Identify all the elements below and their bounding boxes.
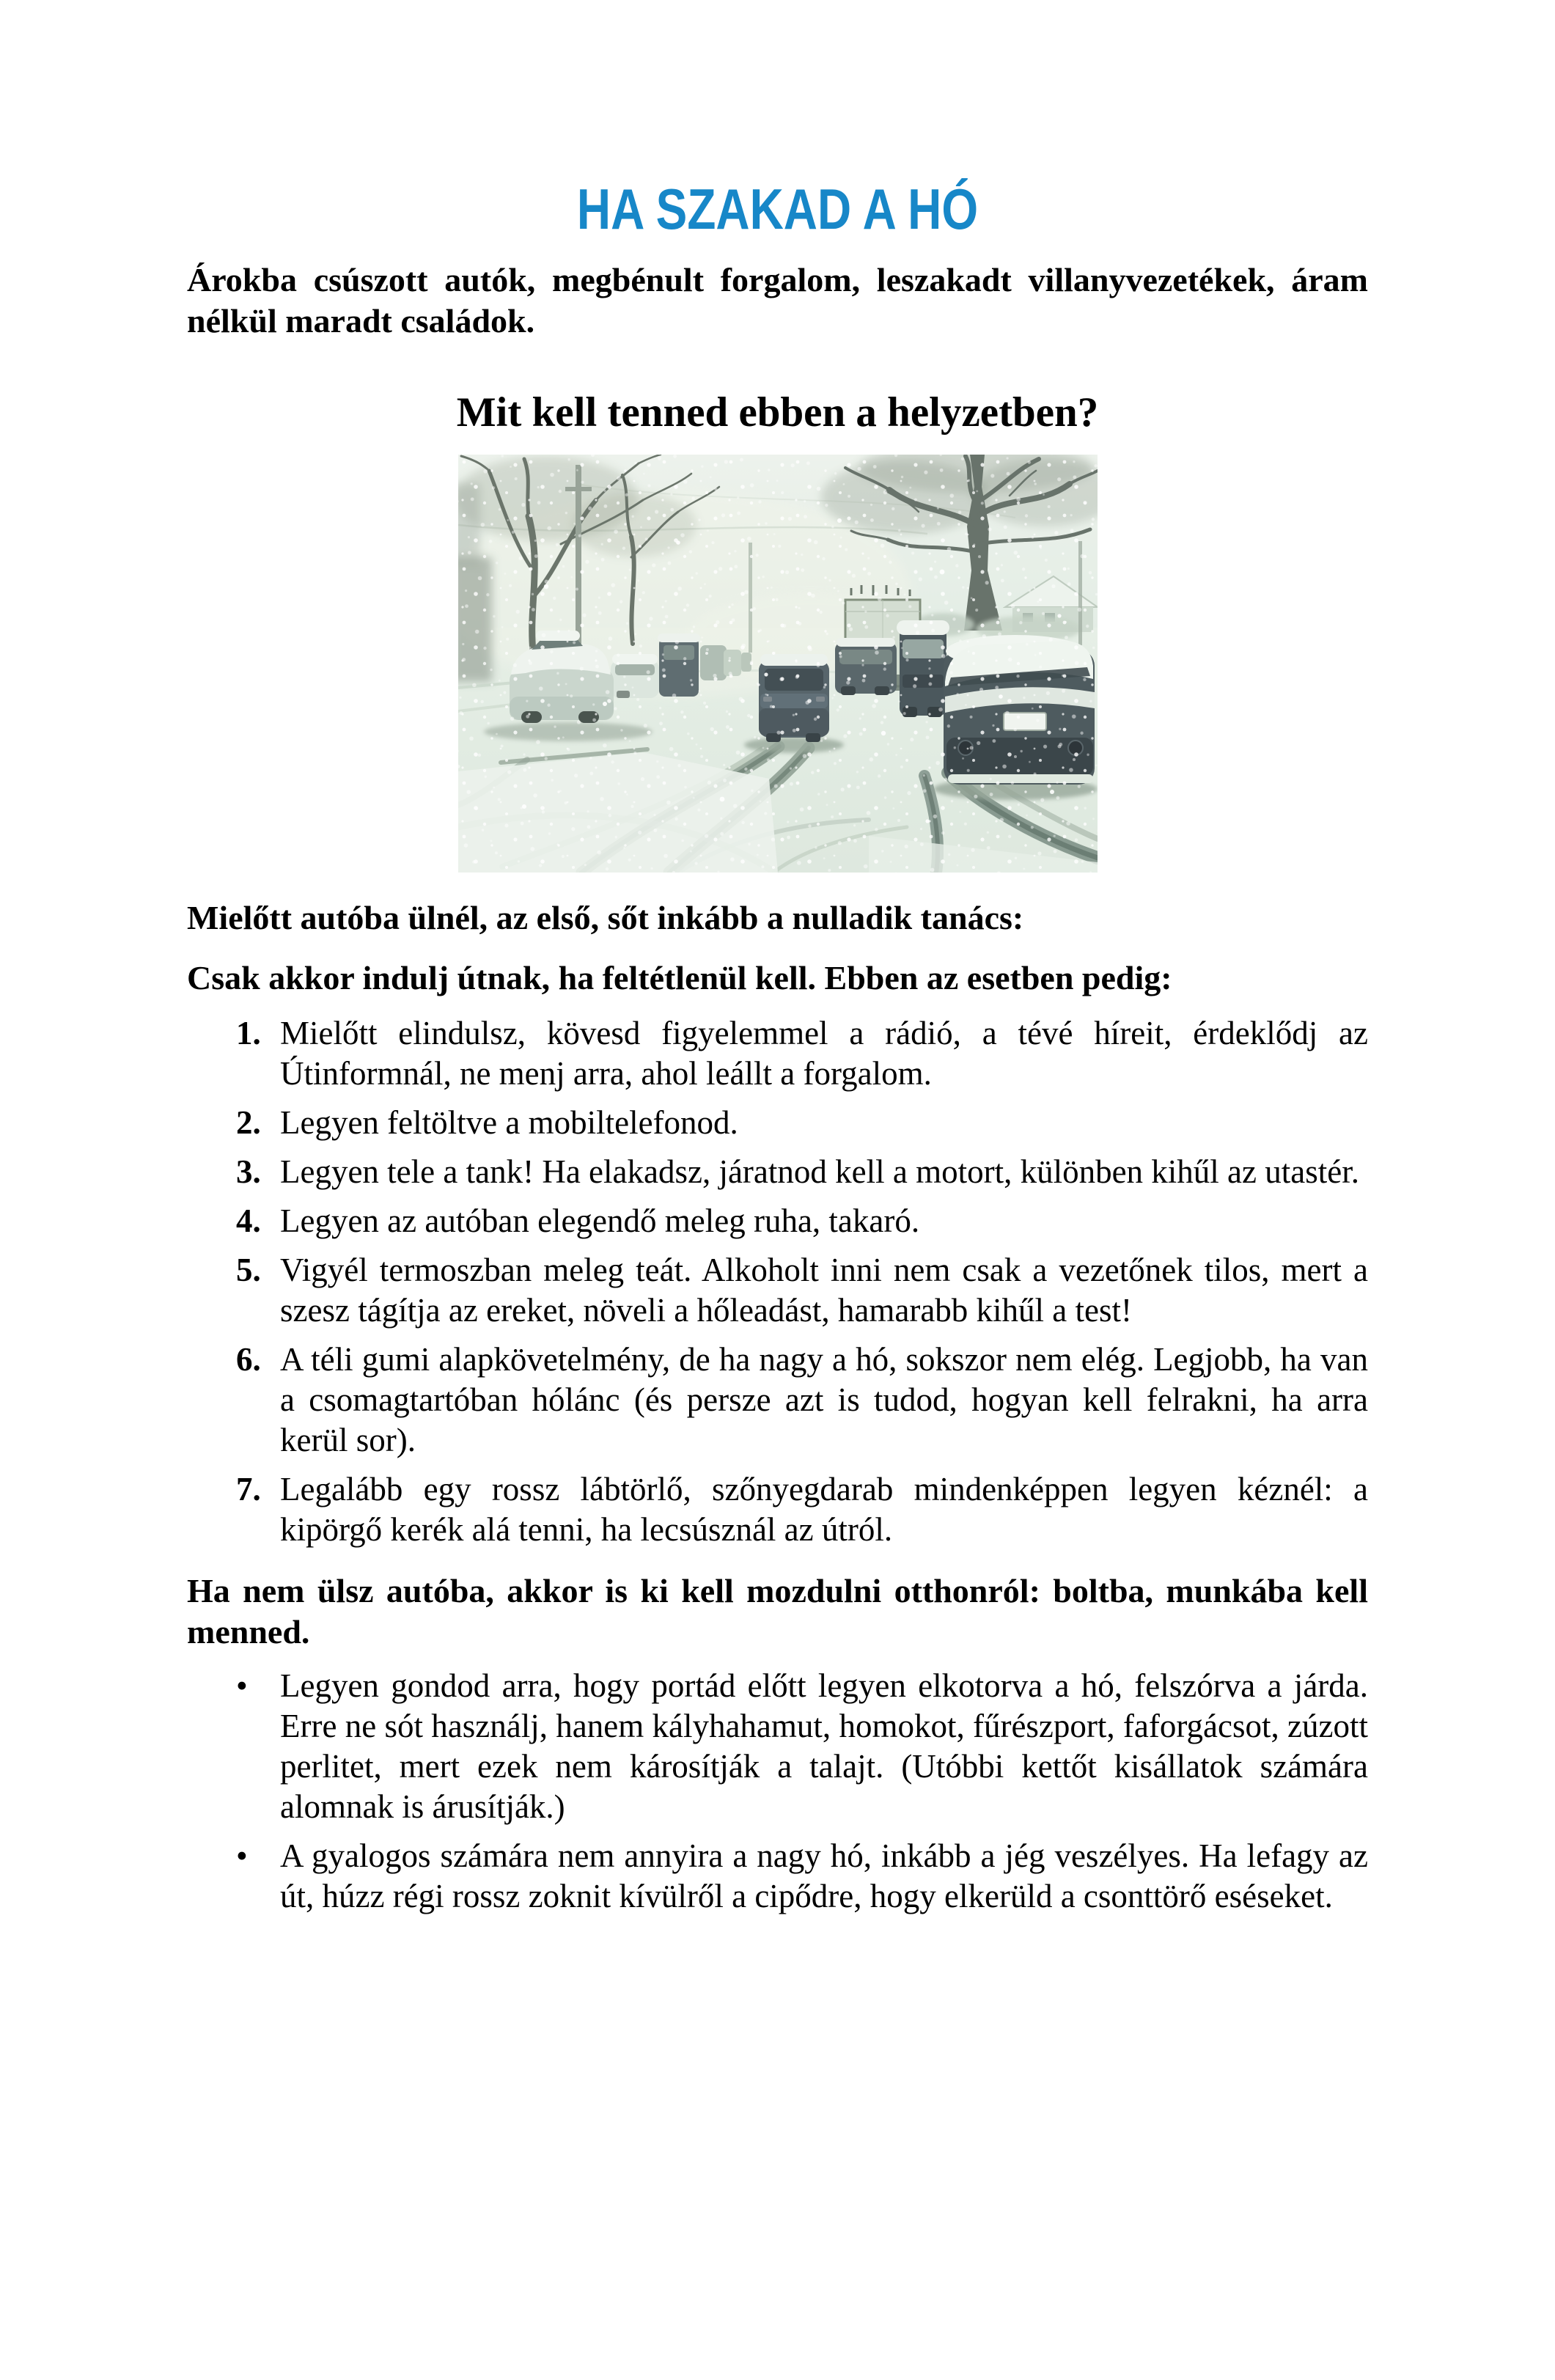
item-text: Legalább egy rossz lábtörlő, szőnyegdarab mindenképpen legyen kéznél: a kipörgő kerék alá tenni, ha lecsúsznál az útról. bbox=[280, 1471, 1368, 1548]
item-text: A téli gumi alapkövetelmény, de ha nagy a hó, sokszor nem elég. Legjobb, ha van a csomagtartóban hólánc (és persze azt is tudod, hogyan kell felrakni, ha arra kerül sor). bbox=[280, 1341, 1368, 1458]
item-number: 6. bbox=[236, 1341, 261, 1378]
bullet-icon: • bbox=[236, 1837, 248, 1874]
question-heading: Mit kell tenned ebben a helyzetben? bbox=[456, 389, 1099, 436]
numbered-item-7 bbox=[187, 1469, 1368, 1550]
numbered-item-1 bbox=[187, 1013, 1368, 1094]
item-number: 7. bbox=[236, 1471, 261, 1507]
item-number: 1. bbox=[236, 1015, 261, 1051]
numbered-item-2 bbox=[187, 1103, 1368, 1143]
numbered-item-5 bbox=[187, 1250, 1368, 1331]
document-page bbox=[0, 177, 1555, 2380]
numbered-item-3 bbox=[187, 1152, 1368, 1192]
item-text: Legyen az autóban elegendő meleg ruha, takaró. bbox=[280, 1202, 920, 1239]
item-text: Legyen tele a tank! Ha elakadsz, járatnod kell a motort, különben kihűl az utastér. bbox=[280, 1153, 1359, 1190]
bullet-item-2 bbox=[187, 1836, 1368, 1917]
numbered-item-4 bbox=[187, 1201, 1368, 1241]
falling-snow bbox=[458, 455, 1098, 873]
item-text: Vigyél termoszban meleg teát. Alkoholt inni nem csak a vezetőnek tilos, mert a szesz tágítja az ereket, növeli a hőleadást, hamarabb kihűl a test! bbox=[280, 1252, 1368, 1329]
advice-lead-2: Csak akkor indulj útnak, ha feltétlenül kell. Ebben az esetben pedig: bbox=[187, 959, 1172, 996]
bullet-text: A gyalogos számára nem annyira a nagy hó, inkább a jég veszélyes. Ha lefagy az út, húzz régi rossz zoknit kívülről a cipődre, hogy elkerüld a csonttörő eséseket. bbox=[280, 1837, 1368, 1914]
bullet-item-1 bbox=[187, 1666, 1368, 1827]
item-number: 4. bbox=[236, 1202, 261, 1239]
bullet-icon: • bbox=[236, 1667, 248, 1704]
photo-figure bbox=[458, 455, 1098, 873]
numbered-item-6 bbox=[187, 1340, 1368, 1461]
advice-lead-1: Mielőtt autóba ülnél, az első, sőt inkább a nulladik tanács: bbox=[187, 899, 1024, 936]
item-number: 2. bbox=[236, 1104, 261, 1141]
bullet-list bbox=[187, 1666, 1368, 1917]
item-number: 3. bbox=[236, 1153, 261, 1190]
intro-paragraph: Árokba csúszott autók, megbénult forgalom, leszakadt villanyvezetékek, áram nélkül maradt családok. bbox=[187, 261, 1368, 339]
numbered-list bbox=[187, 1013, 1368, 1550]
item-text: Mielőtt elindulsz, kövesd figyelemmel a rádió, a tévé híreit, érdeklődj az Útinformnál, ne menj arra, ahol leállt a forgalom. bbox=[280, 1015, 1368, 1092]
item-number: 5. bbox=[236, 1252, 261, 1288]
snowy-street-photo bbox=[458, 455, 1098, 873]
page-title: HA SZAKAD A HÓ bbox=[576, 177, 979, 241]
second-section-heading: Ha nem ülsz autóba, akkor is ki kell mozdulni otthonról: boltba, munkába kell menned. bbox=[187, 1572, 1368, 1650]
item-text: Legyen feltöltve a mobiltelefonod. bbox=[280, 1104, 738, 1141]
bullet-text: Legyen gondod arra, hogy portád előtt legyen elkotorva a hó, felszórva a járda. Erre ne sót használj, hanem kályhahamut, homokot, fűrészport, faforgácsot, zúzott perlitet, mert ezek nem károsítják a talajt. (Utóbbi kettőt kisállatok számára alomnak is árusítják.) bbox=[280, 1667, 1368, 1825]
